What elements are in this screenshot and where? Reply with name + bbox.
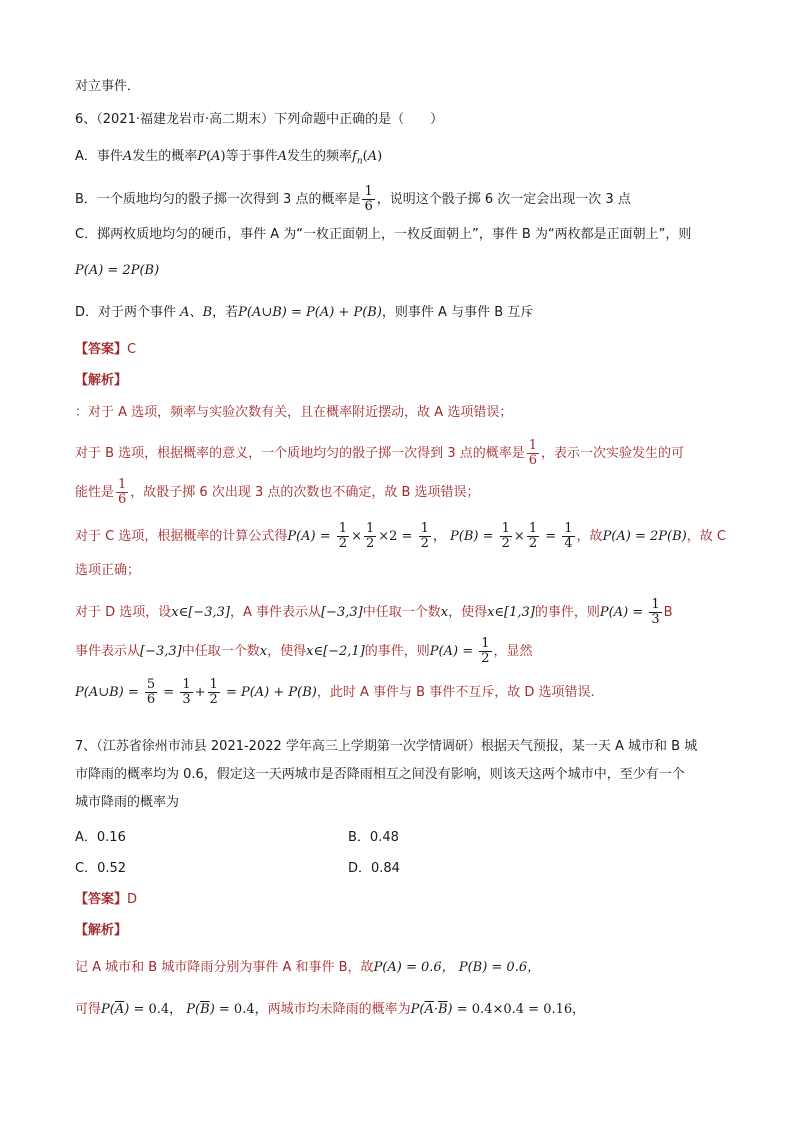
q6-analysis-c1: 对于 C 选项，根据概率的计算公式得P(A) = $\frac{1}{2}$ × $\frac{1}{2}$ ×2 = $\frac{1}{2}$ ， P(B) = $\frac{1}{2}$ × $\frac{1}{2}$ = $\frac{1}{4}$ ，故P(A) = 2P(B)，故 C [75,521,726,551]
q7-analysis-line1: 记 A 城市和 B 城市降雨分别为事件 A 和事件 B，故P(A) = 0.6， P(B) = 0.6， [75,960,541,975]
q7-option-a: A．0.16 [75,830,126,845]
q7-option-c: C．0.52 [75,861,127,876]
q7-option-d: D．0.84 [348,861,400,876]
q7-title-line1: 7、（江苏省徐州市沛县 2021-2022 学年高三上学期第一次学情调研）根据天气预报，某一天 A 城市和 B 城 [75,739,698,754]
q7-title-line3: 城市降雨的概率为 [75,795,180,810]
q6-analysis-b1: 对于 B 选项，根据概率的意义，一个质地均匀的骰子掷一次得到 3 点的概率是 $\frac{1}{6}$ ，表示一次实验发生的可 [75,438,685,468]
q7-analysis-line2: 可得$P(\overline{A}) = 0.4$， $P(\overline{B}) = 0.4$，两城市均未降雨的概率为$P(\overline{A}\cdot\overline{B}) = 0.4\times 0.4 = 0.16$， [75,1002,586,1017]
q7-option-b: B．0.48 [348,830,399,845]
q6-answer: 【答案】C [75,342,137,357]
q6-option-a: A．事件A发生的概率P(A)等于事件A发生的频率$f_n(A)$ [75,149,383,167]
q6-option-c-line1: C．掷两枚质地均匀的硬币，事件 A 为“一枚正面朝上，一枚反面朝上”，事件 B 为“两枚都是正面朝上”，则 [75,227,692,242]
q6-option-b: B．一个质地均匀的骰子掷一次得到 3 点的概率是 $\frac{1}{6}$ ，说明这个骰子掷 6 次一定会出现一次 3 点 [75,184,631,214]
q6-analysis-d2: 事件表示从[−3,3]中任取一个数x，使得x∈[−2,1]的事件，则P(A) = $\frac{1}{2}$ ，显然 [75,636,533,666]
q6-title: 6、（2021·福建龙岩市·高二期末）下列命题中正确的是（ ） [75,112,444,127]
q7-title-line2: 市降雨的概率均为 0.6，假定这一天两城市是否降雨相互之间没有影响，则该天这两个城市中，至少有一个 [75,767,685,782]
q6-analysis-d1: 对于 D 选项，设x∈[−3,3]，A 事件表示从[−3,3]中任取一个数x，使得x∈[1,3]的事件，则P(A) = $\frac{1}{3}$ B [75,597,673,627]
fraction-one-sixth: $\frac{1}{6}$ [364,184,373,214]
q7-answer: 【答案】D [75,892,138,907]
q6-option-c-line2: P(A) = 2P(B) [75,263,160,278]
q6-analysis-a: ：对于 A 选项，频率与实验次数有关，且在概率附近摆动，故 A 选项错误； [75,405,513,420]
q6-option-d: D．对于两个事件 A、B，若P(A∪B) = P(A) + P(B)，则事件 A 与事件 B 互斥 [75,305,534,320]
intro-text: 对立事件． [75,79,141,94]
q7-analysis-label: 【解析】 [75,923,128,938]
q6-analysis-b2: 能性是 $\frac{1}{6}$ ，故骰子掷 6 次出现 3 点的次数也不确定，故 B 选项错误； [75,477,480,507]
q6-analysis-d3: P(A∪B) = $\frac{5}{6}$ = $\frac{1}{3}$ + $\frac{1}{2}$ = P(A) + P(B)，此时 A 事件与 B 事件不互斥，故 D 选项错误. [75,677,595,707]
q6-analysis-label: 【解析】 [75,373,128,388]
q6-analysis-c2: 选项正确； [75,563,141,578]
